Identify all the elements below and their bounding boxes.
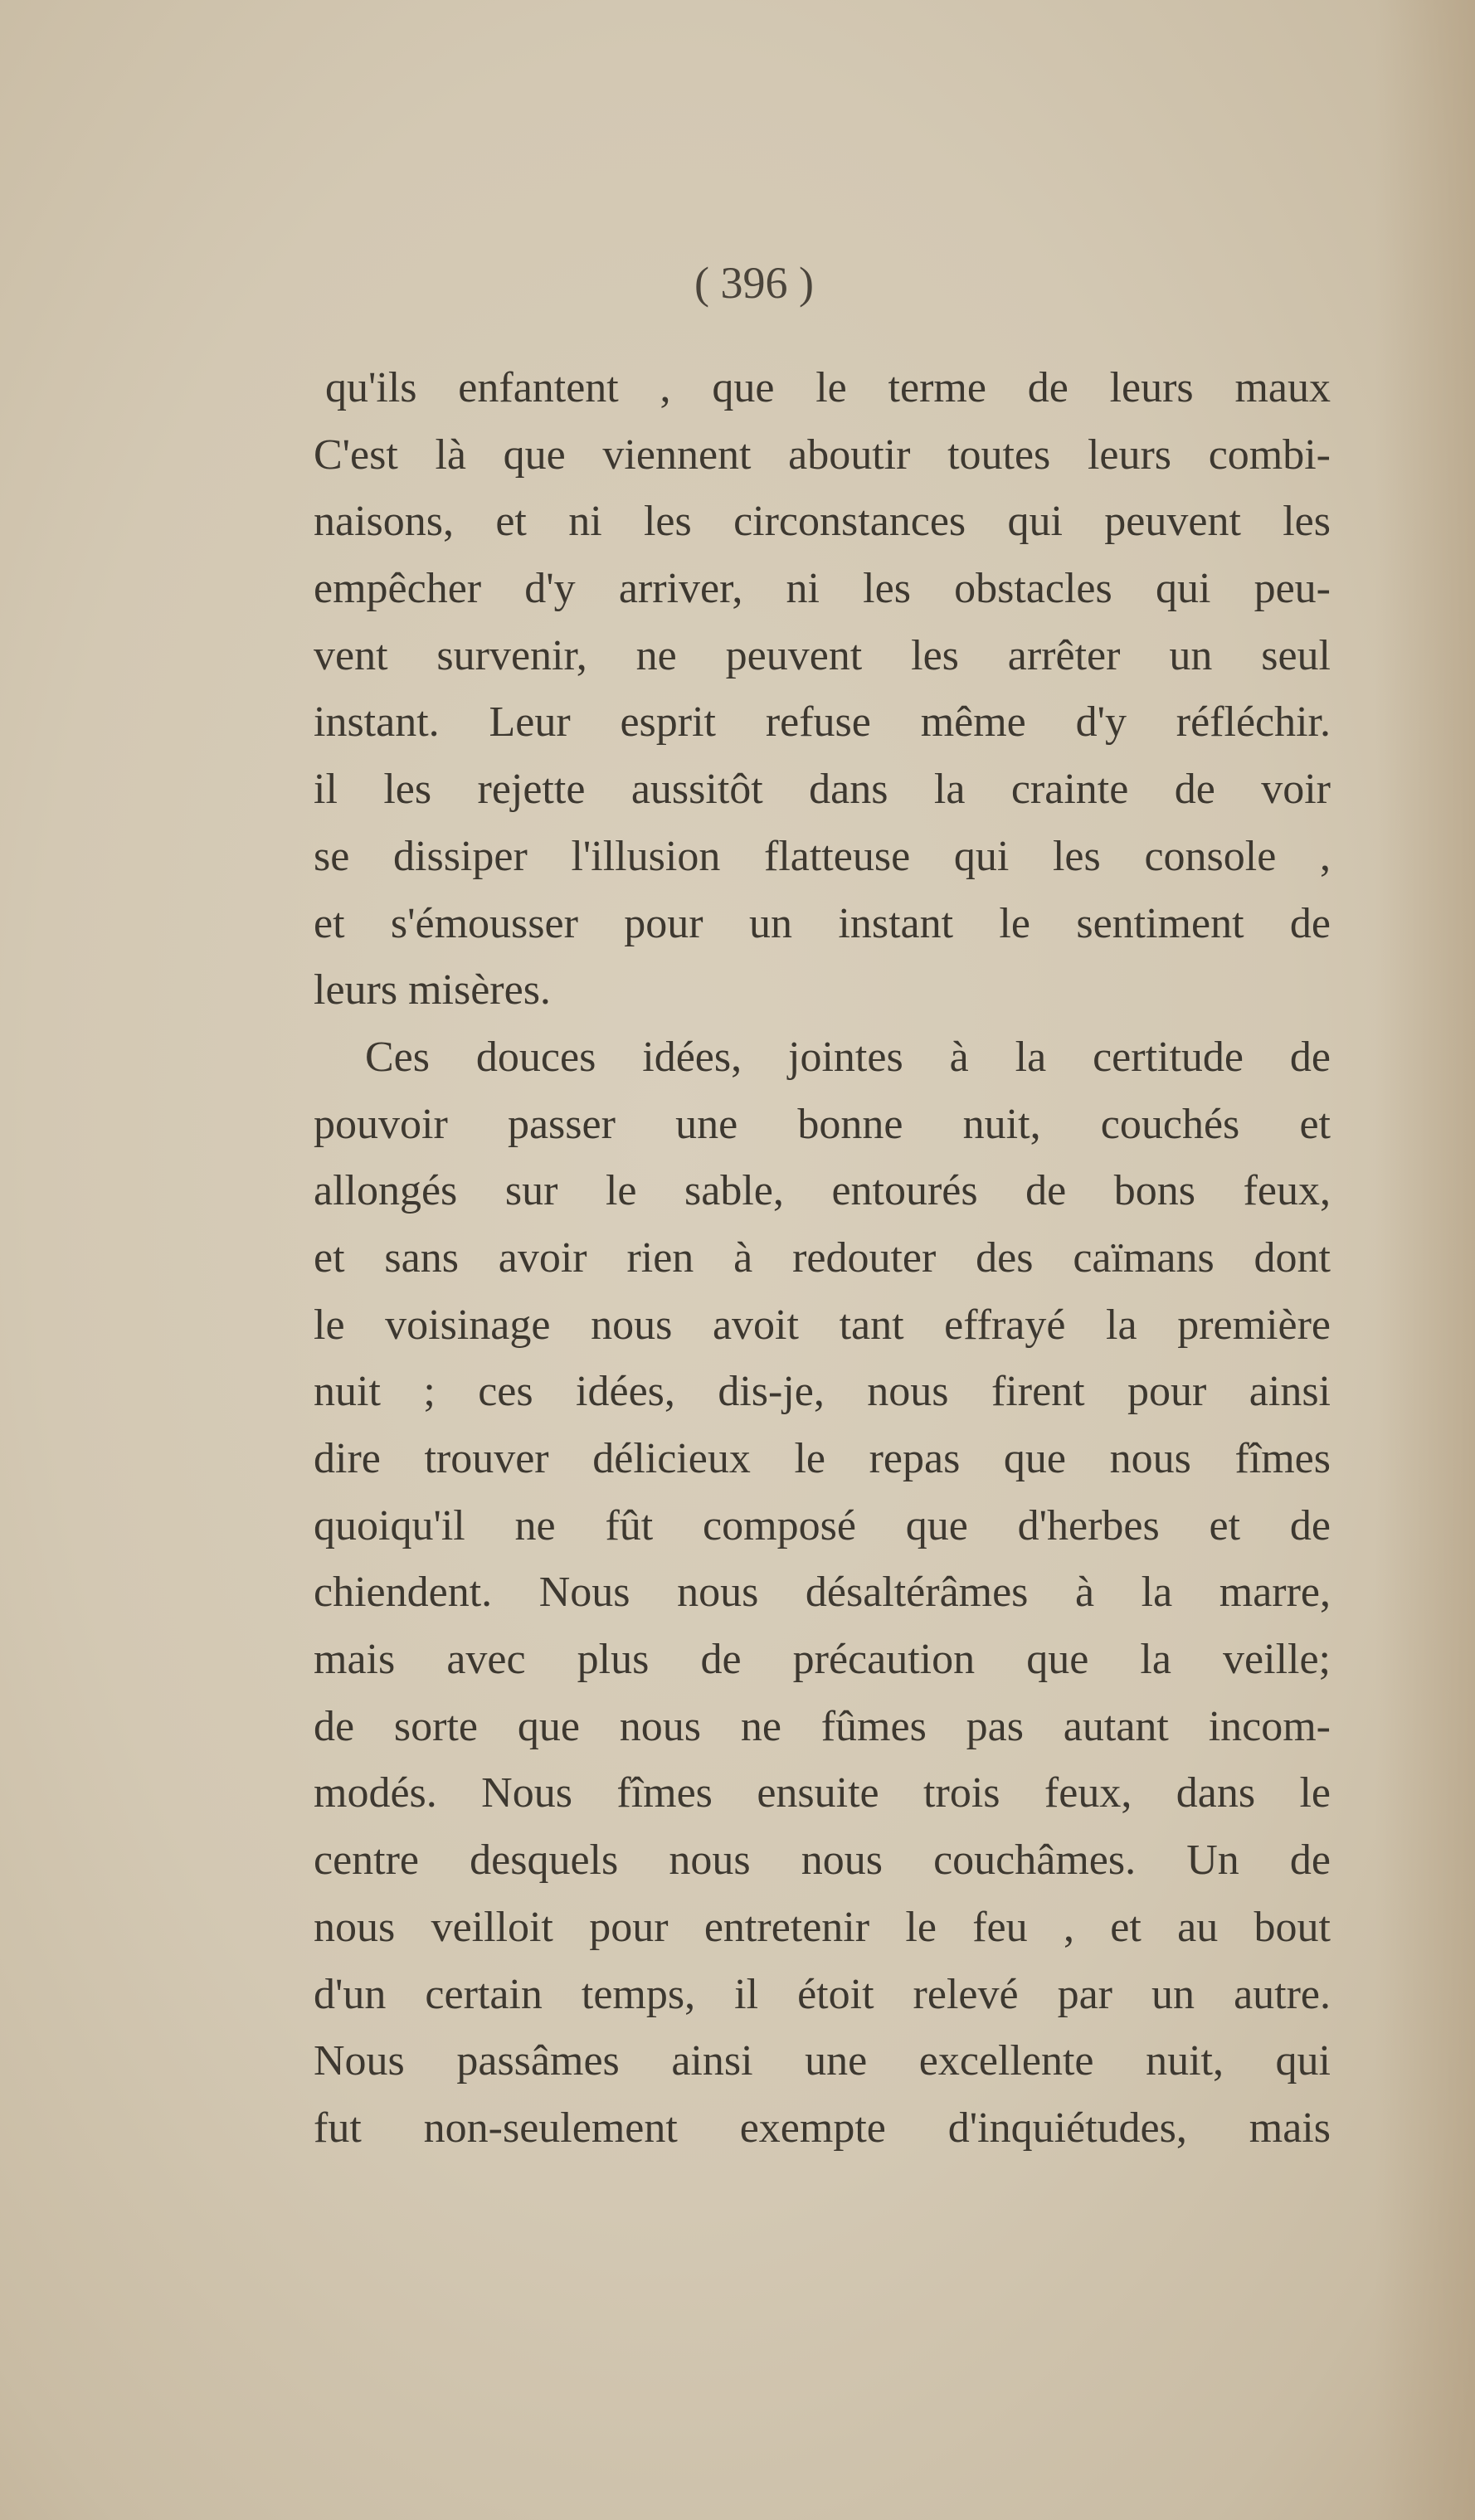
text-line: il les rejette aussitôt dans la crainte de voir <box>314 766 1331 814</box>
text-line: d'un certain temps, il étoit relevé par un autre. <box>314 1970 1331 2018</box>
page-number: ( 396 ) <box>694 258 814 308</box>
body-text <box>314 355 1331 2162</box>
text-line: chiendent. Nous nous désaltérâmes à la marre, <box>314 1569 1331 1617</box>
text-line: de sorte que nous ne fûmes pas autant incom- <box>314 1702 1331 1750</box>
text-line: C'est là que viennent aboutir toutes leurs combi- <box>314 431 1331 479</box>
text-line: nuit ; ces idées, dis-je, nous firent pour ainsi <box>314 1368 1331 1416</box>
text-line: Ces douces idées, jointes à la certitude de <box>365 1033 1331 1081</box>
page-edge-shadow <box>1375 0 1475 2520</box>
text-line: Nous passâmes ainsi une excellente nuit, qui <box>314 2037 1331 2085</box>
text-line: et sans avoir rien à redouter des caïmans dont <box>314 1233 1331 1282</box>
text-line: mais avec plus de précaution que la veille; <box>314 1636 1331 1684</box>
text-line: allongés sur le sable, entourés de bons feux, <box>314 1167 1331 1215</box>
text-line: leurs misères. <box>314 966 551 1014</box>
text-line: centre desquels nous nous couchâmes. Un de <box>314 1836 1331 1885</box>
text-line: le voisinage nous avoit tant effrayé la première <box>314 1301 1331 1349</box>
text-line: empêcher d'y arriver, ni les obstacles qui peu- <box>314 565 1331 613</box>
text-line: instant. Leur esprit refuse même d'y réfléchir. <box>314 698 1331 747</box>
text-line: qu'ils enfantent , que le terme de leurs maux <box>325 364 1331 411</box>
text-line: quoiqu'il ne fût composé que d'herbes et de <box>314 1501 1331 1549</box>
text-line: dire trouver délicieux le repas que nous fîmes <box>314 1435 1331 1482</box>
text-line: et s'émousser pour un instant le sentiment de <box>314 899 1331 947</box>
text-line: pouvoir passer une bonne nuit, couchés et <box>314 1100 1331 1148</box>
text-line: vent survenir, ne peuvent les arrêter un seul <box>314 631 1331 679</box>
text-line: naisons, et ni les circonstances qui peuvent les <box>314 498 1331 546</box>
text-line: se dissiper l'illusion flatteuse qui les console , <box>314 832 1331 880</box>
text-line: nous veilloit pour entretenir le feu , et au bout <box>314 1903 1331 1951</box>
text-line: fut non-seulement exempte d'inquiétudes, mais <box>314 2104 1331 2152</box>
text-line: modés. Nous fîmes ensuite trois feux, dans le <box>314 1769 1331 1817</box>
